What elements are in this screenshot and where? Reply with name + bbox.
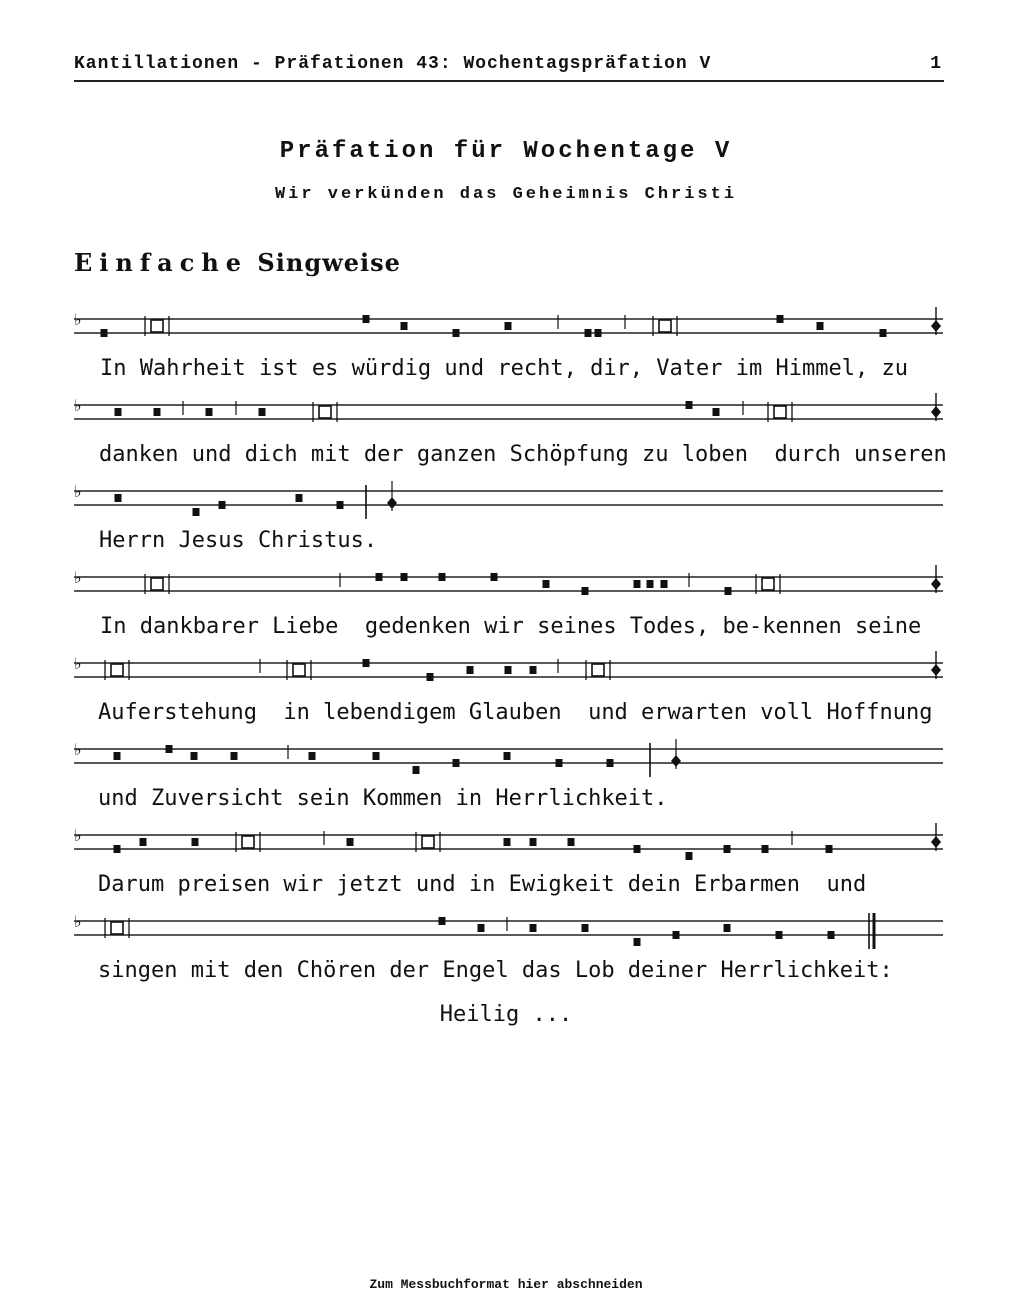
staff-7-neume-11 bbox=[762, 845, 769, 853]
staff-5-open-neume-1 bbox=[111, 664, 123, 676]
staff-2-neume-2 bbox=[154, 408, 161, 416]
lyric-line-8: singen mit den Chören der Engel das Lob deiner Herrlichkeit: bbox=[98, 958, 893, 983]
staff-4-neume-6 bbox=[582, 587, 589, 595]
lyric-line-2: danken und dich mit der ganzen Schöpfung zu loben durch unseren bbox=[99, 442, 947, 467]
staff-2-end-diamond bbox=[931, 406, 941, 418]
section-heading-rest: Singweise bbox=[248, 248, 401, 277]
staff-7-neume-10 bbox=[724, 845, 731, 853]
staff-2-neume-3 bbox=[206, 408, 213, 416]
staff-3-neume-2 bbox=[193, 508, 200, 516]
staff-7-end-diamond bbox=[931, 836, 941, 848]
staff-2-neume-1 bbox=[115, 408, 122, 416]
staff-3-clef-icon: ♭ bbox=[74, 482, 82, 501]
staff-5-neume-1 bbox=[363, 659, 370, 667]
staff-3-neume-1 bbox=[115, 494, 122, 502]
staff-1-neume-1 bbox=[101, 329, 108, 337]
staff-4-neume-1 bbox=[376, 573, 383, 581]
staff-2-neume-6 bbox=[713, 408, 720, 416]
staff-1-neume-5 bbox=[505, 322, 512, 330]
staff-2-neume-4 bbox=[259, 408, 266, 416]
staff-8-neume-3 bbox=[530, 924, 537, 932]
lyric-line-1: In Wahrheit ist es würdig und recht, dir, Vater im Himmel, zu bbox=[100, 356, 908, 381]
staff-1-neume-7 bbox=[595, 329, 602, 337]
staff-8-neume-8 bbox=[776, 931, 783, 939]
staff-6-neume-8 bbox=[453, 759, 460, 767]
staff-4-clef-icon: ♭ bbox=[74, 568, 82, 587]
staff-8-neume-1 bbox=[439, 917, 446, 925]
staff-8-neume-7 bbox=[724, 924, 731, 932]
staff-1-neume-2 bbox=[363, 315, 370, 323]
staff-4-open-neume-2 bbox=[762, 578, 774, 590]
staff-1-open-neume-2 bbox=[659, 320, 671, 332]
staff-5-neume-4 bbox=[505, 666, 512, 674]
lyric-line-3: Herrn Jesus Christus. bbox=[99, 528, 378, 553]
staff-4-neume-3 bbox=[439, 573, 446, 581]
staff-6-neume-7 bbox=[413, 766, 420, 774]
staff-4-neume-9 bbox=[661, 580, 668, 588]
lyric-line-6: und Zuversicht sein Kommen in Herrlichkeit. bbox=[98, 786, 668, 811]
staff-6-clef-icon: ♭ bbox=[74, 740, 82, 759]
staff-6-neume-3 bbox=[191, 752, 198, 760]
staff-4-neume-2 bbox=[401, 573, 408, 581]
staff-4-neume-8 bbox=[647, 580, 654, 588]
staff-3-neume-3 bbox=[219, 501, 226, 509]
staff-1-neume-10 bbox=[880, 329, 887, 337]
staff-7-neume-6 bbox=[530, 838, 537, 846]
staff-4-open-neume-1 bbox=[151, 578, 163, 590]
staff-8-neume-2 bbox=[478, 924, 485, 932]
staff-3-cadence-diamond bbox=[387, 497, 397, 509]
staff-7-neume-12 bbox=[826, 845, 833, 853]
lyric-line-4: In dankbarer Liebe gedenken wir seines Todes, be-kennen seine bbox=[100, 614, 922, 639]
staff-1-clef-icon: ♭ bbox=[74, 310, 82, 329]
staff-5-open-neume-2 bbox=[293, 664, 305, 676]
staff-7-open-neume-2 bbox=[422, 836, 434, 848]
staff-8-neume-5 bbox=[634, 938, 641, 946]
staff-4-neume-4 bbox=[491, 573, 498, 581]
staff-7-clef-icon: ♭ bbox=[74, 826, 82, 845]
staff-7-open-neume-1 bbox=[242, 836, 254, 848]
staff-6-neume-9 bbox=[504, 752, 511, 760]
staff-6-neume-4 bbox=[231, 752, 238, 760]
staff-5-open-neume-3 bbox=[592, 664, 604, 676]
staff-1-neume-4 bbox=[453, 329, 460, 337]
staff-6-neume-6 bbox=[373, 752, 380, 760]
lyric-line-5: Auferstehung in lebendigem Glauben und erwarten voll Hoffnung bbox=[98, 700, 933, 725]
staff-7-neume-8 bbox=[634, 845, 641, 853]
section-heading-spaced: Einfache bbox=[74, 248, 249, 277]
staff-8-neume-4 bbox=[582, 924, 589, 932]
staff-8-clef-icon: ♭ bbox=[74, 912, 82, 931]
staff-6-neume-5 bbox=[309, 752, 316, 760]
staff-2-clef-icon: ♭ bbox=[74, 396, 82, 415]
staff-1-neume-8 bbox=[777, 315, 784, 323]
staff-1-open-neume-1 bbox=[151, 320, 163, 332]
page-subtitle: Wir verkünden das Geheimnis Christi bbox=[274, 185, 738, 204]
staff-7-neume-3 bbox=[192, 838, 199, 846]
staff-8-open-neume-1 bbox=[111, 922, 123, 934]
staff-1-end-diamond bbox=[931, 320, 941, 332]
ending-text: Heilig ... bbox=[439, 1002, 573, 1027]
staff-7-neume-4 bbox=[347, 838, 354, 846]
staff-5-clef-icon: ♭ bbox=[74, 654, 82, 673]
staff-5-end-diamond bbox=[931, 664, 941, 676]
staff-1-neume-3 bbox=[401, 322, 408, 330]
staff-2-neume-5 bbox=[686, 401, 693, 409]
page-number: 1 bbox=[930, 54, 942, 74]
staff-4-neume-10 bbox=[725, 587, 732, 595]
staff-5-neume-3 bbox=[467, 666, 474, 674]
staff-4-end-diamond bbox=[931, 578, 941, 590]
staff-2-open-neume-1 bbox=[319, 406, 331, 418]
staff-6-cadence-diamond bbox=[671, 755, 681, 767]
staff-1-neume-6 bbox=[585, 329, 592, 337]
staff-6-neume-1 bbox=[114, 752, 121, 760]
staff-3-neume-4 bbox=[296, 494, 303, 502]
staff-5-neume-5 bbox=[530, 666, 537, 674]
staff-7-neume-2 bbox=[140, 838, 147, 846]
staff-6-neume-2 bbox=[166, 745, 173, 753]
footer-cut-note: Zum Messbuchformat hier abschneiden bbox=[369, 1277, 643, 1292]
lyric-line-7: Darum preisen wir jetzt und in Ewigkeit dein Erbarmen und bbox=[98, 872, 867, 897]
staff-1-neume-9 bbox=[817, 322, 824, 330]
page-title: Präfation für Wochentage V bbox=[279, 138, 733, 165]
staff-2-open-neume-2 bbox=[774, 406, 786, 418]
staff-5-neume-2 bbox=[427, 673, 434, 681]
staff-6-neume-11 bbox=[607, 759, 614, 767]
staff-7-neume-1 bbox=[114, 845, 121, 853]
staff-4-neume-5 bbox=[543, 580, 550, 588]
staff-8-neume-9 bbox=[828, 931, 835, 939]
staff-7-neume-5 bbox=[504, 838, 511, 846]
staff-7-neume-9 bbox=[686, 852, 693, 860]
staff-7-neume-7 bbox=[568, 838, 575, 846]
running-title: Kantillationen - Präfationen 43: Wochentagspräfation V bbox=[74, 54, 712, 74]
staff-8-neume-6 bbox=[673, 931, 680, 939]
staff-4-neume-7 bbox=[634, 580, 641, 588]
staff-3-neume-5 bbox=[337, 501, 344, 509]
staff-6-neume-10 bbox=[556, 759, 563, 767]
